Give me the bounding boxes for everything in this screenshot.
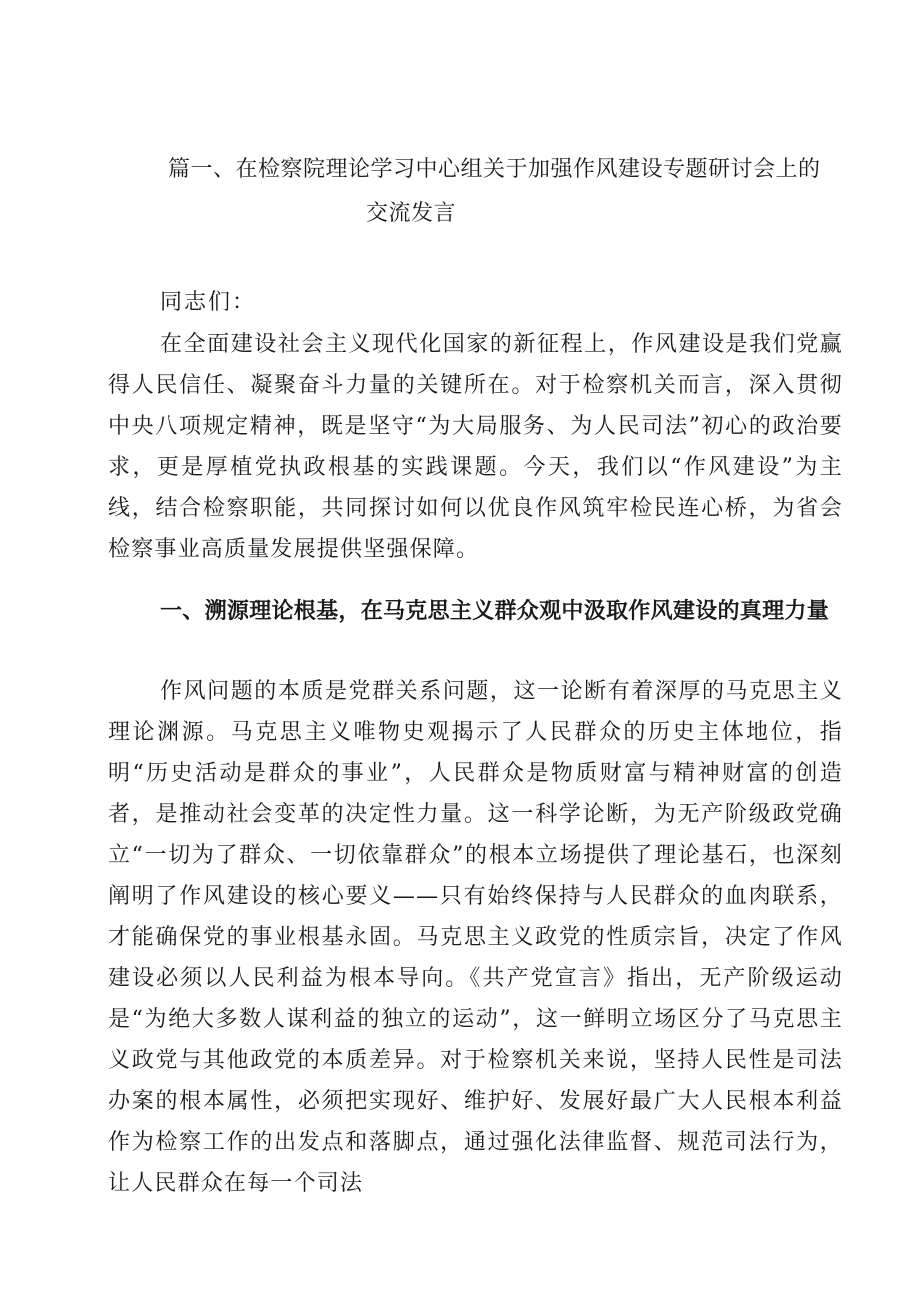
document-title	[168, 148, 848, 236]
greeting: 同志们：	[160, 290, 257, 315]
section-heading-1: 一、溯源理论根基，在马克思主义群众观中汲取作风建设的真理力量	[160, 599, 830, 624]
paragraph-intro: 在全面建设社会主义现代化国家的新征程上，作风建设是我们党赢得人民信任、凝聚奋斗力量的关键所在。对于检察机关而言，深入贯彻中央八项规定精神，既是坚守“为大局服务、为人民司法”初心的政治要求，更是厚植党执政根基的实践课题。今天，我们以“作风建设”为主线，结合检察职能，共同探讨如何以优良作风筑牢检民连心桥，为省会检察事业高质量发展提供坚强保障。	[108, 332, 843, 562]
title-line-1: 篇一、在检察院理论学习中心组关于加强作风建设专题研讨会上的	[168, 157, 821, 182]
paragraph-section-1: 作风问题的本质是党群关系问题，这一论断有着深厚的马克思主义理论渊源。马克思主义唯物史观揭示了人民群众的历史主体地位，指明“历史活动是群众的事业”，人民群众是物质财富与精神财富的创造者，是推动社会变革的决定性力量。这一科学论断，为无产阶级政党确立“一切为了群众、一切依靠群众”的根本立场提供了理论基石，也深刻阐明了作风建设的核心要义——只有始终保持与人民群众的血肉联系，才能确保党的事业根基永固。马克思主义政党的性质宗旨，决定了作风建设必须以人民利益为根本导向。《共产党宣言》指出，无产阶级运动是“为绝大多数人谋利益的独立的运动”，这一鲜明立场区分了马克思主义政党与其他政党的本质差异。对于检察机关来说，坚持人民性是司法办案的根本属性，必须把实现好、维护好、发展好最广大人民根本利益作为检察工作的出发点和落脚点，通过强化法律监督、规范司法行为，让人民群众在每一个司法	[108, 679, 843, 1196]
title-line-2: 交流发言	[366, 201, 457, 226]
